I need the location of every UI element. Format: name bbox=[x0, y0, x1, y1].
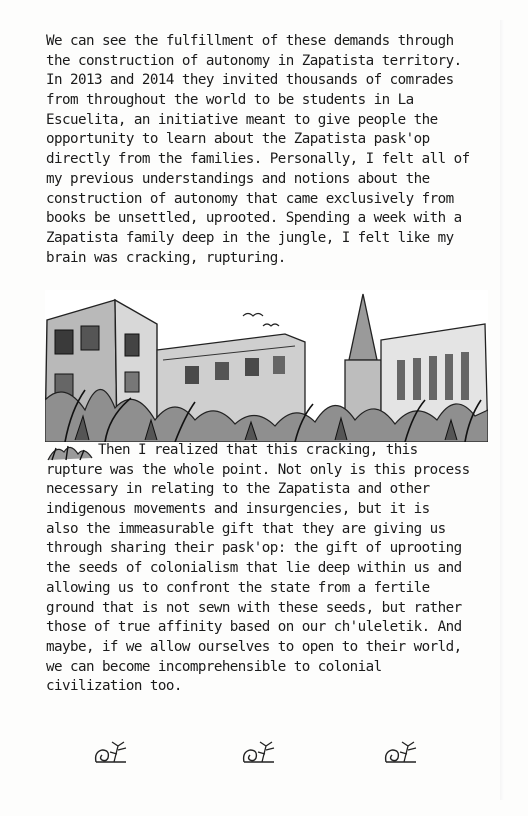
top-paragraph bbox=[46, 32, 486, 268]
text-line: ground that is not sewn with these seeds, but rather bbox=[46, 599, 462, 616]
snail-plant-icon bbox=[92, 740, 132, 766]
text-line: those of true affinity based on our ch'uleletik. And bbox=[46, 619, 462, 636]
text-line: Then I realized that this cracking, this bbox=[98, 442, 418, 458]
text-line: rupture was the whole point. Not only is this process bbox=[46, 461, 470, 478]
snail-plant-icon bbox=[382, 740, 422, 766]
text-line: construction of autonomy that came exclusively from bbox=[46, 190, 454, 207]
text-line: Zapatista family deep in the jungle, I felt like my bbox=[46, 229, 454, 246]
text-line: Escuelita, an initiative meant to give people the bbox=[46, 111, 438, 128]
text-line: necessary in relating to the Zapatista and other bbox=[46, 481, 430, 498]
text-line: we can become incomprehensible to colonial bbox=[46, 658, 382, 675]
text-line: opportunity to learn about the Zapatista pask'op bbox=[46, 131, 430, 148]
text-line: allowing us to confront the state from a fertile bbox=[46, 579, 430, 596]
overgrown-ruined-city-illustration bbox=[45, 290, 488, 442]
bottom-paragraph bbox=[46, 441, 486, 697]
text-line: brain was cracking, rupturing. bbox=[46, 249, 286, 266]
text-line: books be unsettled, uprooted. Spending a week with a bbox=[46, 210, 462, 227]
text-line: In 2013 and 2014 they invited thousands of comrades bbox=[46, 72, 454, 89]
text-line: We can see the fulfillment of these demands through bbox=[46, 33, 454, 49]
text-line: the construction of autonomy in Zapatista territory. bbox=[46, 52, 462, 69]
text-line: the seeds of colonialism that lie deep within us and bbox=[46, 560, 462, 577]
snail-plant-icon bbox=[240, 740, 280, 766]
text-line: my previous understandings and notions about the bbox=[46, 170, 430, 187]
text-line: directly from the families. Personally, I felt all of bbox=[46, 151, 470, 168]
text-line: maybe, if we allow ourselves to open to their world, bbox=[46, 638, 462, 655]
text-line: from throughout the world to be students in La bbox=[46, 92, 414, 109]
text-line: indigenous movements and insurgencies, but it is bbox=[46, 501, 430, 518]
text-line: civilization too. bbox=[46, 678, 182, 695]
text-line: also the immeasurable gift that they are giving us bbox=[46, 520, 446, 537]
page-edge-shadow bbox=[500, 20, 504, 800]
text-line: through sharing their pask'op: the gift of uprooting bbox=[46, 540, 462, 557]
